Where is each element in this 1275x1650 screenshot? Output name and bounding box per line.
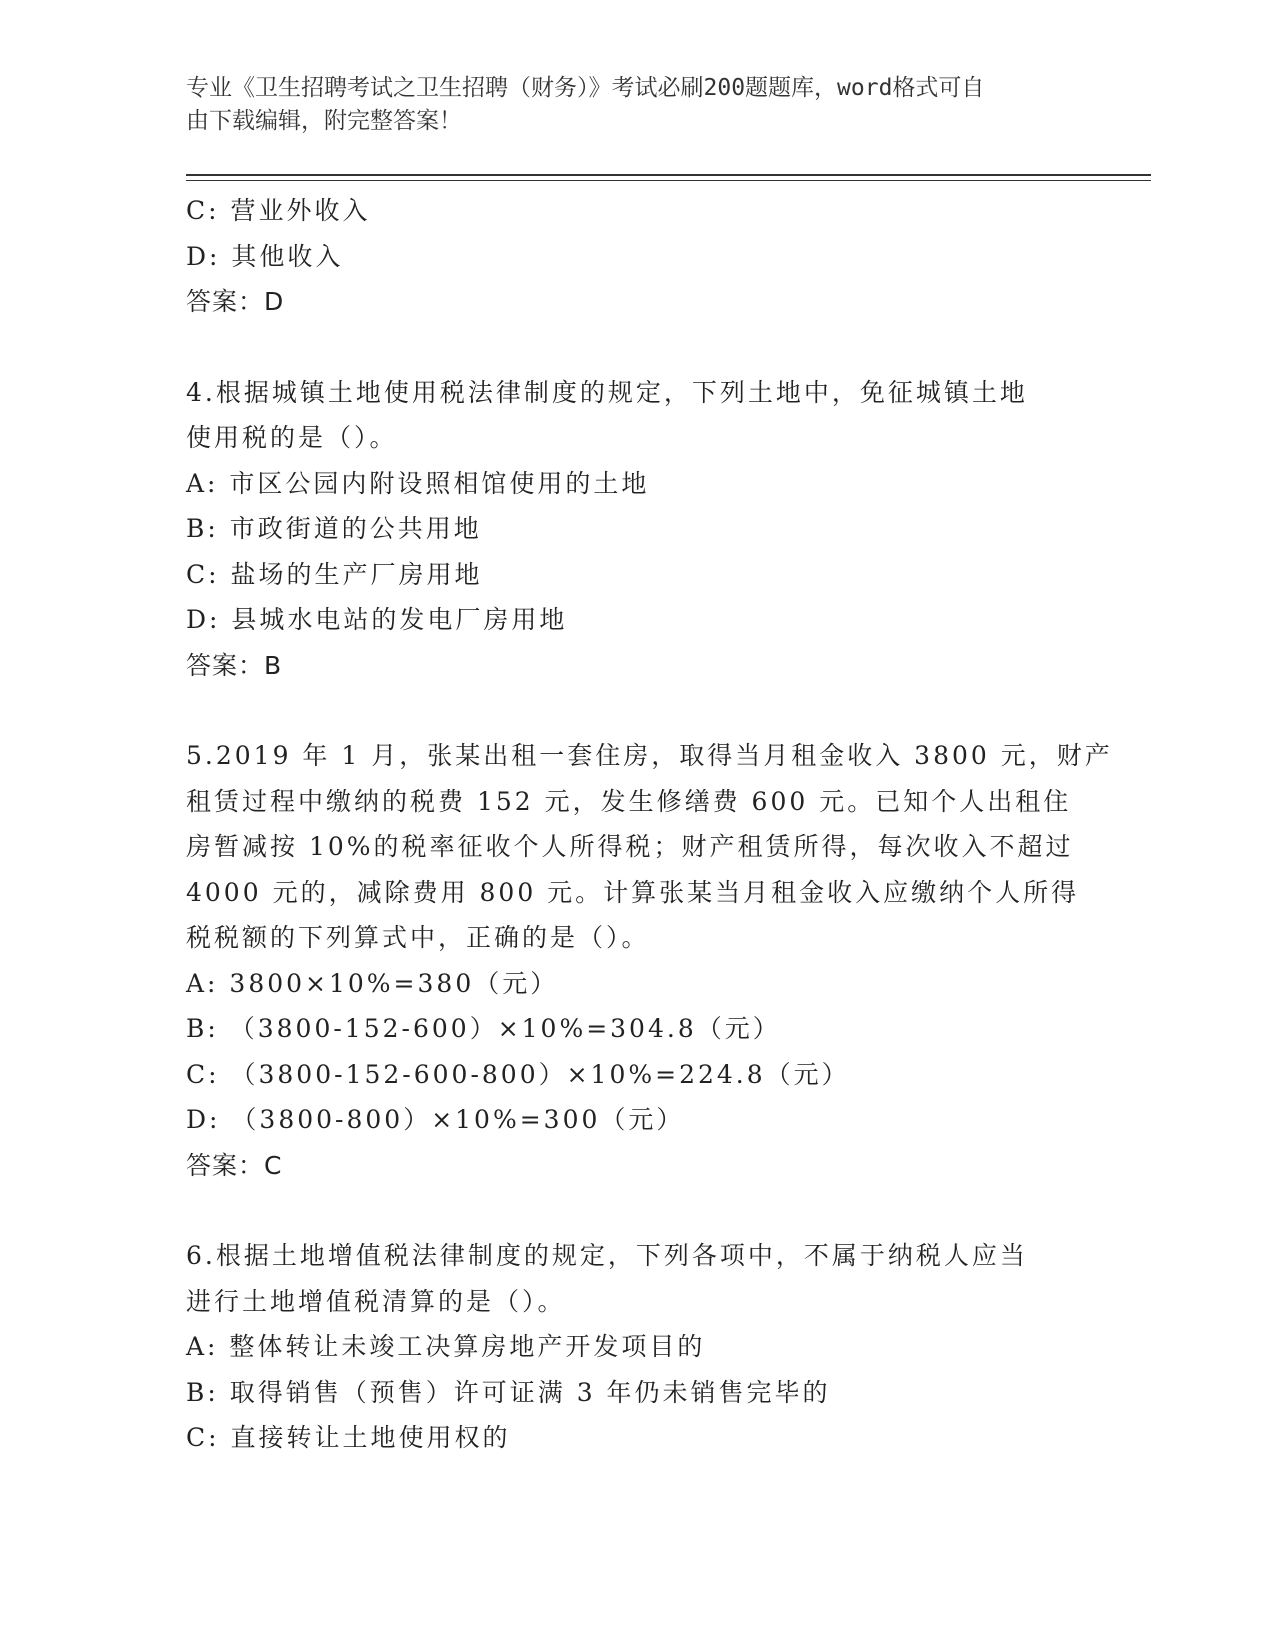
header-line-1: 专业《卫生招聘考试之卫生招聘（财务）》考试必刷200题题库，word格式可自 <box>186 75 985 101</box>
header-rule-thin <box>186 180 1151 181</box>
question-content <box>186 188 1113 1461</box>
q6-option-b: B: 取得销售（预售）许可证满 3 年仍未销售完毕的 <box>186 1377 831 1407</box>
q4-option-b: B: 市政街道的公共用地 <box>186 514 482 543</box>
q6-stem-line-2: 进行土地增值税清算的是（）。 <box>186 1286 566 1316</box>
q3-answer: 答案：D <box>186 287 285 316</box>
q5-stem-line-5: 税税额的下列算式中，正确的是（）。 <box>186 923 650 952</box>
q4-answer: 答案：B <box>186 650 283 680</box>
q5-option-c: C: （3800-152-600-800）×10%=224.8（元） <box>186 1059 850 1089</box>
question-3-tail <box>186 188 1086 325</box>
q4-option-d: D: 县城水电站的发电厂房用地 <box>186 605 568 634</box>
q4-option-c: C: 盐场的生产厂房用地 <box>186 559 483 589</box>
spacer <box>186 1188 1086 1233</box>
question-4 <box>186 370 1086 689</box>
q5-stem-line-3: 房暂减按 10%的税率征收个人所得税；财产租赁所得，每次收入不超过 <box>186 832 1074 861</box>
q5-option-b: B: （3800-152-600）×10%=304.8（元） <box>186 1014 781 1043</box>
q6-option-c: C: 直接转让土地使用权的 <box>186 1423 511 1452</box>
q5-option-a: A: 3800×10%=380（元） <box>186 968 559 998</box>
q3-option-d: D: 其他收入 <box>186 241 344 271</box>
q6-stem-line-1: 6.根据土地增值税法律制度的规定，下列各项中，不属于纳税人应当 <box>186 1241 1028 1270</box>
document-header <box>186 72 1066 138</box>
question-6 <box>186 1233 1086 1461</box>
q6-option-a: A: 整体转让未竣工决算房地产开发项目的 <box>186 1332 706 1361</box>
q5-stem-line-4: 4000 元的，减除费用 800 元。计算张某当月租金收入应缴纳个人所得 <box>186 877 1080 907</box>
q5-stem-line-1: 5.2019 年 1 月，张某出租一套住房，取得当月租金收入 3800 元，财产 <box>186 741 1113 770</box>
q4-stem-line-1: 4.根据城镇土地使用税法律制度的规定，下列土地中，免征城镇土地 <box>186 377 1028 407</box>
q5-answer: 答案：C <box>186 1150 283 1180</box>
q4-stem-line-2: 使用税的是（）。 <box>186 423 398 452</box>
q5-option-d: D: （3800-800）×10%=300（元） <box>186 1105 685 1134</box>
q5-stem-line-2: 租赁过程中缴纳的税费 152 元，发生修缮费 600 元。已知个人出租住 <box>186 786 1072 816</box>
question-5 <box>186 733 1113 1188</box>
header-line-2: 由下载编辑，附完整答案！ <box>186 108 462 134</box>
q3-option-c: C: 营业外收入 <box>186 196 371 225</box>
q4-option-a: A: 市区公园内附设照相馆使用的土地 <box>186 468 650 498</box>
header-rule-thick <box>186 174 1151 176</box>
spacer <box>186 688 1086 733</box>
spacer <box>186 325 1086 370</box>
